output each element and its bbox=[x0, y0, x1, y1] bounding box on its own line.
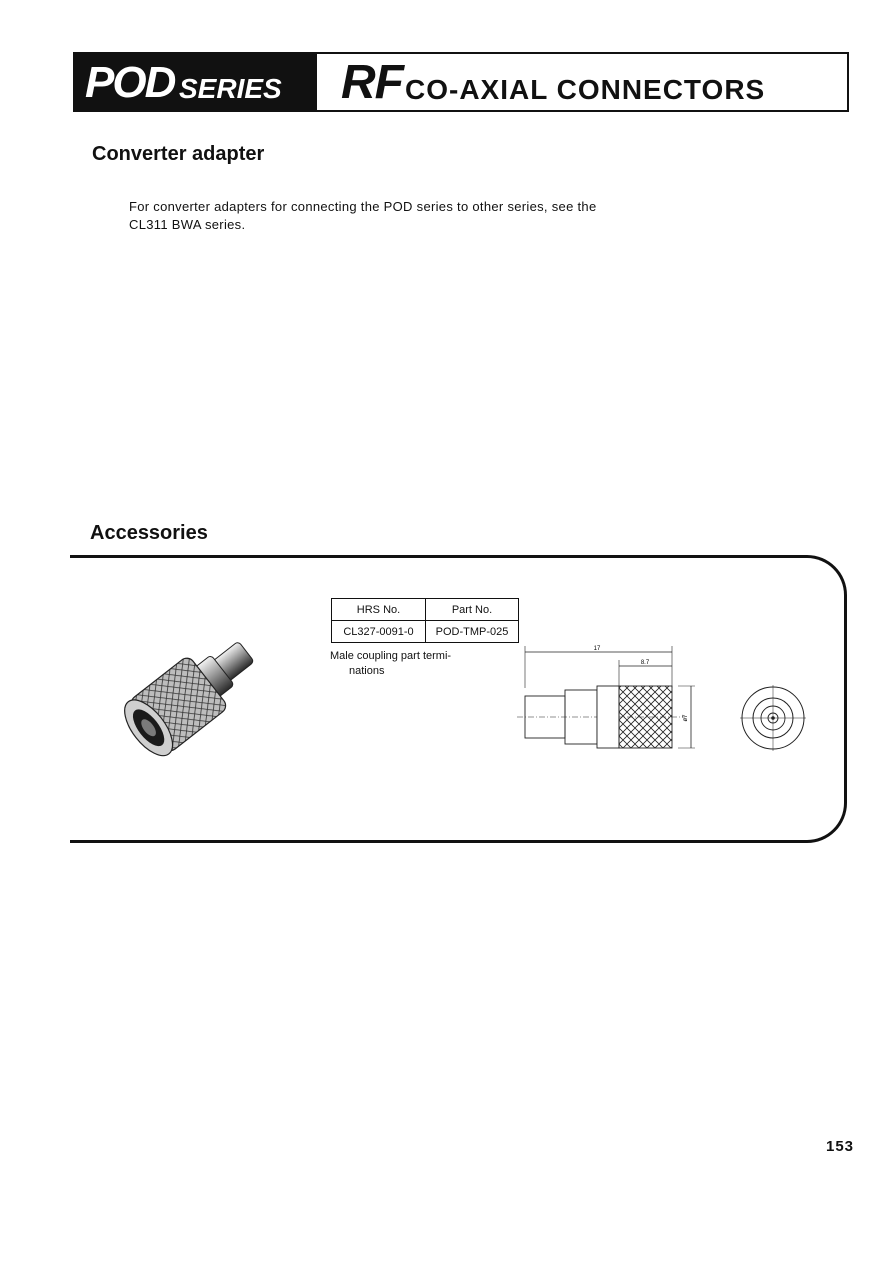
note-line-1: Male coupling part termi- bbox=[330, 650, 452, 662]
table-row bbox=[332, 621, 519, 643]
series-name: POD bbox=[85, 58, 175, 107]
rf-label: RF bbox=[341, 56, 403, 109]
hrs-no-cell: CL327-0091-0 bbox=[332, 621, 426, 643]
parts-table bbox=[331, 598, 519, 643]
side-view-drawing bbox=[515, 640, 715, 755]
end-view-drawing bbox=[738, 683, 808, 753]
header-banner bbox=[73, 52, 849, 112]
converter-paragraph bbox=[129, 198, 669, 234]
category-title: CO-AXIAL CONNECTORS bbox=[405, 74, 766, 105]
dim-total-label: 17 bbox=[593, 646, 601, 652]
dim-dia-label: ø7 bbox=[683, 714, 689, 722]
page-number: 153 bbox=[826, 1138, 855, 1155]
part-no-cell: POD-TMP-025 bbox=[426, 621, 519, 643]
note-line-2: nations bbox=[349, 665, 385, 677]
dim-knurl-label: 8.7 bbox=[640, 660, 650, 666]
series-label: SERIES bbox=[179, 73, 282, 104]
converter-heading: Converter adapter bbox=[92, 143, 265, 165]
col-part-no: Part No. bbox=[426, 599, 519, 621]
converter-line-1: For converter adapters for connecting the POD series to other series, see the bbox=[129, 199, 597, 214]
converter-line-2: CL311 BWA series. bbox=[129, 217, 246, 232]
col-hrs-no: HRS No. bbox=[332, 599, 426, 621]
series-badge bbox=[75, 54, 317, 110]
table-header-row bbox=[332, 599, 519, 621]
accessories-heading: Accessories bbox=[90, 522, 208, 544]
accessory-note bbox=[330, 649, 490, 679]
termination-photo bbox=[98, 612, 278, 782]
